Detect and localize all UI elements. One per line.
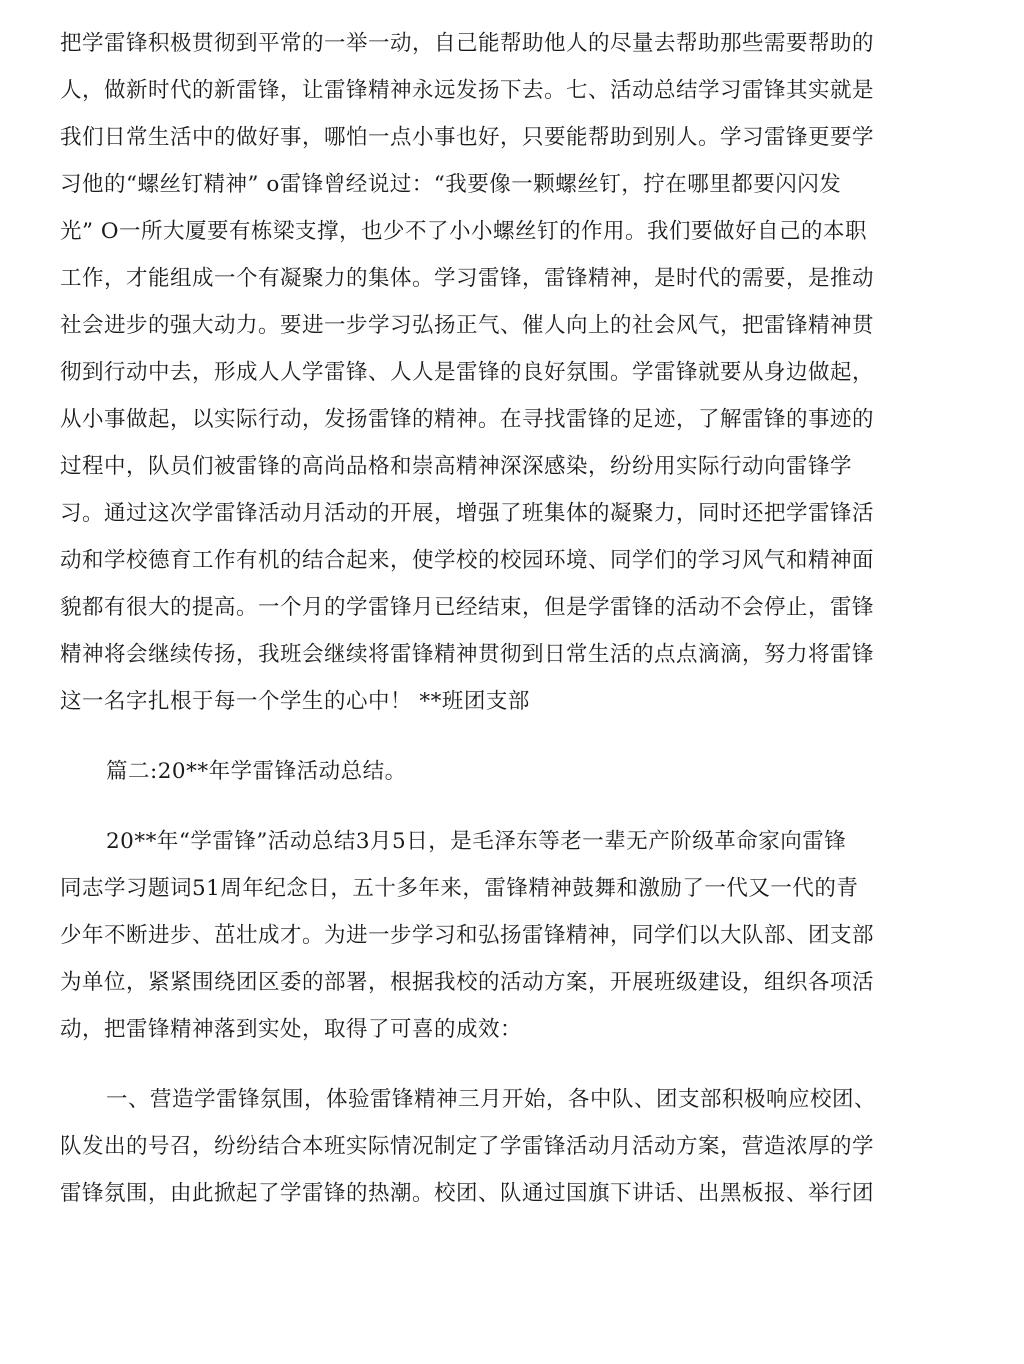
document-body [60,20,940,1217]
section-heading: 篇二:20**年学雷锋活动总结。 [106,759,407,784]
text-line: 过程中，队员们被雷锋的高尚品格和崇高精神深深感染，纷纷用实际行动向雷锋学 [60,454,853,479]
text-line: 少年不断进步、茁壮成才。为进一步学习和弘扬雷锋精神，同学们以大队部、团支部 [60,923,875,948]
text-line: 习。通过这次学雷锋活动月活动的开展，增强了班集体的凝聚力，同时还把学雷锋活 [60,501,875,526]
text-line: 彻到行动中去，形成人人学雷锋、人人是雷锋的良好氛围。学雷锋就要从身边做起， [60,360,875,385]
paragraph-2 [60,818,940,1053]
text-line: 动，把雷锋精神落到实处，取得了可喜的成效： [60,1017,523,1042]
text-line: 雷锋氛围，由此掀起了学雷锋的热潮。校团、队通过国旗下讲话、出黑板报、举行团 [60,1181,875,1206]
text-line: 队发出的号召，纷纷结合本班实际情况制定了学雷锋活动月活动方案，营造浓厚的学 [60,1134,875,1159]
text-line: 一、营造学雷锋氛围，体验雷锋精神三月开始，各中队、团支部积极响应校团、 [106,1087,877,1112]
text-line: 动和学校德育工作有机的结合起来，使学校的校园环境、同学们的学习风气和精神面 [60,548,875,573]
text-line: 把学雷锋积极贯彻到平常的一举一动，自己能帮助他人的尽量去帮助那些需要帮助的 [60,31,875,56]
text-line: 工作，才能组成一个有凝聚力的集体。学习雷锋，雷锋精神，是时代的需要，是推动 [60,266,875,291]
text-line: 貌都有很大的提高。一个月的学雷锋月已经结束，但是学雷锋的活动不会停止，雷锋 [60,595,875,620]
paragraph-3 [60,1076,940,1217]
text-line: 从小事做起，以实际行动，发扬雷锋的精神。在寻找雷锋的足迹，了解雷锋的事迹的 [60,407,875,432]
text-line: 习他的“螺丝钉精神” o雷锋曾经说过：“我要像一颗螺丝钉，拧在哪里都要闪闪发 [60,172,842,197]
text-line: 这一名字扎根于每一个学生的心中！ **班团支部 [60,689,530,714]
text-line: 光” O一所大厦要有栋梁支撑，也少不了小小螺丝钉的作用。我们要做好自己的本职 [60,219,867,244]
text-line: 社会进步的强大动力。要进一步学习弘扬正气、催人向上的社会风气，把雷锋精神贯 [60,313,875,338]
text-line: 我们日常生活中的做好事，哪怕一点小事也好，只要能帮助到别人。学习雷锋更要学 [60,125,875,150]
text-line: 为单位，紧紧围绕团区委的部署，根据我校的活动方案，开展班级建设，组织各项活 [60,970,875,995]
text-line: 同志学习题词51周年纪念日，五十多年来，雷锋精神鼓舞和激励了一代又一代的青 [60,876,859,901]
text-line: 精神将会继续传扬，我班会继续将雷锋精神贯彻到日常生活的点点滴滴，努力将雷锋 [60,642,875,667]
text-line: 人，做新时代的新雷锋，让雷锋精神永远发扬下去。七、活动总结学习雷锋其实就是 [60,78,875,103]
text-line: 20**年“学雷锋”活动总结3月5日，是毛泽东等老一辈无产阶级革命家向雷锋 [106,829,847,854]
paragraph-1 [60,20,940,725]
